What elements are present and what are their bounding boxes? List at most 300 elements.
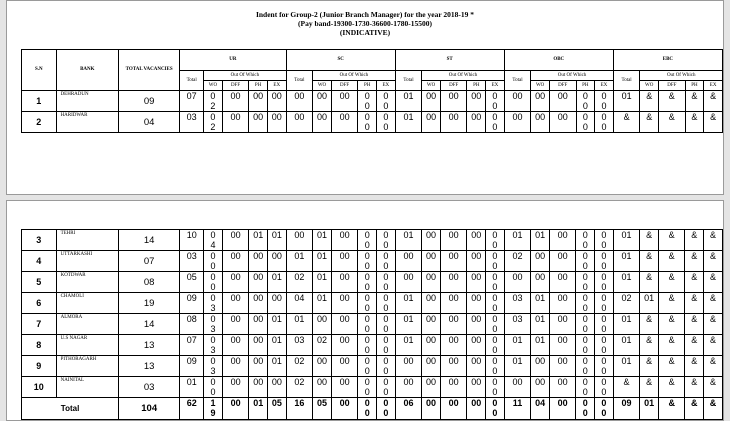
cell-value-line: 00 <box>426 377 437 387</box>
cell-sc-total: 02 <box>286 377 313 398</box>
cell-ebc-wo: & <box>640 251 659 272</box>
header-st-ex: EX <box>486 81 505 91</box>
header-ebc-out-of-which: Out Of Which <box>640 71 723 81</box>
cell-value-line: 01 <box>535 230 546 240</box>
cell-value-line: 9 <box>210 408 216 418</box>
cell-value-line: 0 <box>210 112 216 122</box>
header-sc-total: Total <box>286 71 313 91</box>
cell-ur-ex: 00 <box>267 91 286 112</box>
cell-st-dff: 00 <box>440 314 467 335</box>
cell-obc-total: 00 <box>504 91 531 112</box>
cell-st-dff: 00 <box>440 398 467 420</box>
cell-st-ph: 00 <box>467 272 486 293</box>
cell-value-line: 00 <box>426 91 437 101</box>
cell-value-line: 0 <box>582 366 588 376</box>
cell-sc-ph <box>358 230 377 251</box>
cell-value-line: 0 <box>364 272 370 282</box>
cell-ebc-ex: & <box>704 377 723 398</box>
cell-ur-dff: 00 <box>222 230 249 251</box>
header-ebc-wo: WO <box>640 81 659 91</box>
cell-value-line: 0 <box>210 282 216 292</box>
header-sc-out-of-which: Out Of Which <box>313 71 396 81</box>
total-vacancies-cell: 19 <box>119 293 180 314</box>
cell-value-line: 0 <box>364 314 370 324</box>
cell-st-wo <box>422 314 441 335</box>
cell-value-line: 0 <box>601 230 607 240</box>
cell-value-line: 0 <box>383 91 389 101</box>
cell-st-ph: 00 <box>467 398 486 420</box>
cell-value-line: 00 <box>535 112 546 122</box>
cell-ur-dff: 00 <box>222 91 249 112</box>
cell-ur-wo <box>204 335 223 356</box>
cell-value-line: 0 <box>383 408 389 418</box>
cell-ur-total: 10 <box>180 230 204 251</box>
cell-st-total: 00 <box>395 356 422 377</box>
cell-st-wo <box>422 251 441 272</box>
cell-value-line: 02 <box>317 335 328 345</box>
cell-obc-total: 03 <box>504 314 531 335</box>
cell-value-line: 01 <box>317 293 328 303</box>
cell-sc-dff: 00 <box>331 398 358 420</box>
cell-value-line: 0 <box>364 303 370 313</box>
cell-obc-ph <box>576 335 595 356</box>
total-vacancies-cell: 08 <box>119 272 180 293</box>
cell-st-dff: 00 <box>440 112 467 133</box>
cell-value-line: 0 <box>601 91 607 101</box>
cell-st-total: 06 <box>395 398 422 420</box>
cell-st-ph: 00 <box>467 251 486 272</box>
header-obc-ph: PH <box>576 81 595 91</box>
cell-obc-ph <box>576 272 595 293</box>
cell-value-line: 0 <box>383 122 389 132</box>
cell-value-line: 01 <box>317 251 328 261</box>
cell-obc-wo <box>531 335 550 356</box>
cell-ur-ph: 00 <box>249 112 268 133</box>
cell-sc-wo <box>313 398 332 420</box>
cell-ebc-ex: & <box>704 314 723 335</box>
cell-ur-ex: 01 <box>268 272 287 293</box>
cell-ebc-dff: & <box>658 356 685 377</box>
cell-ur-dff: 00 <box>222 272 249 293</box>
cell-sc-ex <box>377 251 396 272</box>
cell-st-dff: 00 <box>440 251 467 272</box>
cell-value-line: 0 <box>364 251 370 261</box>
header-ur-ph: PH <box>249 81 268 91</box>
cell-ur-dff: 00 <box>222 112 249 133</box>
cell-value-line: 0 <box>601 112 607 122</box>
cell-obc-total: 00 <box>504 112 531 133</box>
cell-st-total: 00 <box>395 377 422 398</box>
cell-value-line: 00 <box>535 377 546 387</box>
cell-obc-ex <box>595 251 614 272</box>
cell-st-ph: 00 <box>467 377 486 398</box>
cell-value-line: 0 <box>364 101 370 111</box>
cell-st-ex <box>486 91 505 112</box>
cell-value-line: 0 <box>364 122 370 132</box>
table-row <box>22 356 723 377</box>
cell-obc-wo <box>531 272 550 293</box>
cell-ur-ph: 00 <box>249 251 268 272</box>
cell-ur-dff: 00 <box>222 398 249 420</box>
cell-value-line: 0 <box>582 324 588 334</box>
cell-value-line: 0 <box>210 272 216 282</box>
cell-value-line: 0 <box>364 345 370 355</box>
cell-ur-total: 05 <box>180 272 204 293</box>
cell-ur-ph: 00 <box>249 377 268 398</box>
cell-st-total: 01 <box>395 314 422 335</box>
serial-number-cell: 1 <box>22 91 57 112</box>
cell-ur-total: 08 <box>180 314 204 335</box>
cell-value-line: 0 <box>582 240 588 250</box>
cell-obc-wo <box>531 377 550 398</box>
cell-value-line: 01 <box>535 293 546 303</box>
cell-obc-total: 01 <box>504 356 531 377</box>
cell-value-line: 0 <box>582 122 588 132</box>
cell-sc-dff: 00 <box>331 91 358 112</box>
cell-st-ph: 00 <box>467 112 486 133</box>
cell-value-line: 0 <box>383 324 389 334</box>
cell-ebc-dff: & <box>659 112 686 133</box>
cell-obc-ph <box>576 356 595 377</box>
cell-sc-total: 00 <box>286 112 313 133</box>
cell-ur-ph: 00 <box>249 293 268 314</box>
cell-value-line: 0 <box>601 272 607 282</box>
cell-value-line: 0 <box>601 335 607 345</box>
cell-ebc-total: 02 <box>613 293 640 314</box>
cell-st-dff: 00 <box>440 356 467 377</box>
cell-value-line: 0 <box>364 356 370 366</box>
cell-ebc-total: 01 <box>613 230 640 251</box>
serial-number-cell: 3 <box>22 230 57 251</box>
cell-ur-total: 09 <box>180 293 204 314</box>
cell-obc-total: 11 <box>504 398 531 420</box>
cell-obc-dff: 00 <box>549 335 576 356</box>
cell-st-dff: 00 <box>440 377 467 398</box>
cell-value-line: 00 <box>426 272 437 282</box>
cell-value-line: 0 <box>364 324 370 334</box>
indent-table-part-2 <box>21 229 723 420</box>
cell-ebc-total: & <box>613 377 640 398</box>
cell-obc-ph <box>576 230 595 251</box>
cell-obc-dff: 00 <box>549 293 576 314</box>
cell-value-line: 0 <box>492 324 498 334</box>
cell-ur-total: 01 <box>180 377 204 398</box>
bank-name-cell: CHAMOLI <box>56 293 119 314</box>
cell-value-line: 0 <box>582 408 588 418</box>
cell-ebc-dff: & <box>658 293 685 314</box>
cell-sc-ph <box>358 314 377 335</box>
cell-obc-wo <box>531 293 550 314</box>
cell-value-line: 00 <box>535 91 546 101</box>
cell-value-line: 0 <box>601 324 607 334</box>
cell-value-line: 0 <box>364 293 370 303</box>
cell-sc-ex <box>377 398 396 420</box>
cell-ur-dff: 00 <box>222 314 249 335</box>
cell-st-ph: 00 <box>467 314 486 335</box>
cell-ur-dff: 00 <box>222 251 249 272</box>
cell-ur-ph: 00 <box>249 356 268 377</box>
table-row <box>22 251 723 272</box>
cell-ur-wo <box>204 112 223 133</box>
cell-value-line: 0 <box>364 91 370 101</box>
cell-value-line: 0 <box>582 272 588 282</box>
cell-st-total: 01 <box>395 112 422 133</box>
cell-value-line: 0 <box>492 377 498 387</box>
cell-value-line: 0 <box>383 230 389 240</box>
cell-ur-total: 62 <box>180 398 204 420</box>
cell-ur-ex: 01 <box>268 314 287 335</box>
cell-value-line: 0 <box>582 387 588 397</box>
cell-value-line: 0 <box>364 387 370 397</box>
cell-st-ex <box>486 112 505 133</box>
cell-obc-total: 01 <box>504 230 531 251</box>
cell-value-line: 00 <box>426 335 437 345</box>
header-ur-ex: EX <box>267 81 286 91</box>
cell-value-line: 0 <box>492 261 498 271</box>
cell-obc-dff: 00 <box>549 314 576 335</box>
cell-obc-ex <box>595 314 614 335</box>
cell-obc-wo <box>531 230 550 251</box>
cell-st-dff: 00 <box>440 335 467 356</box>
cell-ebc-total: 01 <box>613 356 640 377</box>
cell-value-line: 0 <box>582 91 588 101</box>
cell-sc-total: 01 <box>286 251 313 272</box>
cell-sc-dff: 00 <box>331 293 358 314</box>
cell-value-line: 0 <box>492 240 498 250</box>
cell-sc-dff: 00 <box>331 272 358 293</box>
cell-obc-dff: 00 <box>549 251 576 272</box>
cell-value-line: 3 <box>210 366 216 376</box>
cell-obc-ph <box>576 112 595 133</box>
cell-sc-ex <box>377 230 396 251</box>
cell-ebc-wo: & <box>640 230 659 251</box>
cell-ur-total: 07 <box>180 91 204 112</box>
cell-ur-ph: 00 <box>249 272 268 293</box>
header-category-sc: SC <box>286 50 395 71</box>
cell-ebc-wo: & <box>640 112 659 133</box>
cell-ur-ex: 01 <box>268 230 287 251</box>
total-vacancies-cell: 09 <box>119 91 180 112</box>
header-ur-dff: DFF <box>222 81 249 91</box>
cell-value-line: 0 <box>601 314 607 324</box>
cell-value-line: 0 <box>364 230 370 240</box>
serial-number-cell: 8 <box>22 335 57 356</box>
cell-value-line: 00 <box>535 251 546 261</box>
cell-sc-wo <box>313 91 332 112</box>
cell-value-line: 0 <box>492 398 498 408</box>
cell-value-line: 0 <box>601 282 607 292</box>
cell-value-line: 0 <box>383 398 389 408</box>
cell-value-line: 01 <box>535 314 546 324</box>
cell-value-line: 0 <box>601 293 607 303</box>
cell-sc-ph <box>358 398 377 420</box>
cell-st-ph: 00 <box>467 293 486 314</box>
cell-obc-ex <box>595 293 614 314</box>
cell-sc-wo <box>313 356 332 377</box>
cell-st-ex <box>486 230 505 251</box>
cell-value-line: 00 <box>426 314 437 324</box>
cell-value-line: 0 <box>383 112 389 122</box>
table-row <box>22 272 723 293</box>
cell-value-line: 00 <box>426 251 437 261</box>
cell-sc-dff: 00 <box>331 230 358 251</box>
cell-value-line: 0 <box>210 356 216 366</box>
cell-value-line: 0 <box>210 230 216 240</box>
cell-st-dff: 00 <box>440 230 467 251</box>
cell-st-total: 00 <box>395 272 422 293</box>
cell-value-line: 01 <box>535 335 546 345</box>
cell-value-line: 4 <box>210 240 216 250</box>
serial-number-cell: 4 <box>22 251 57 272</box>
cell-ebc-ex: & <box>704 91 723 112</box>
cell-value-line: 0 <box>364 408 370 418</box>
cell-ebc-total: 01 <box>613 272 640 293</box>
cell-ur-total: 07 <box>180 335 204 356</box>
cell-obc-ex <box>595 230 614 251</box>
cell-obc-wo <box>531 356 550 377</box>
cell-st-ph: 00 <box>467 335 486 356</box>
document-page-1 <box>6 0 724 195</box>
cell-ebc-wo: & <box>640 91 659 112</box>
cell-value-line: 0 <box>492 345 498 355</box>
table-row <box>22 377 723 398</box>
cell-value-line: 0 <box>383 251 389 261</box>
cell-value-line: 0 <box>601 101 607 111</box>
cell-sc-wo <box>313 251 332 272</box>
cell-ur-ex: 05 <box>268 398 287 420</box>
cell-sc-ex <box>377 272 396 293</box>
cell-sc-dff: 00 <box>331 356 358 377</box>
cell-sc-ex <box>377 293 396 314</box>
cell-ebc-total: & <box>613 112 640 133</box>
cell-value-line: 00 <box>317 356 328 366</box>
cell-ebc-total: 09 <box>613 398 640 420</box>
cell-sc-ph <box>358 293 377 314</box>
cell-value-line: 0 <box>383 282 389 292</box>
cell-value-line: 0 <box>582 282 588 292</box>
cell-value-line: 3 <box>210 303 216 313</box>
cell-value-line: 0 <box>492 387 498 397</box>
cell-ebc-ph: & <box>685 293 704 314</box>
header-sc-dff: DFF <box>331 81 358 91</box>
table-row <box>22 293 723 314</box>
bank-name-cell: KOTDWAR <box>56 272 119 293</box>
cell-value-line: 0 <box>601 240 607 250</box>
cell-st-ph: 00 <box>467 356 486 377</box>
cell-value-line: 0 <box>383 314 389 324</box>
header-st-ph: PH <box>467 81 486 91</box>
serial-number-cell: 2 <box>22 112 57 133</box>
header-bank: BANK <box>56 50 118 91</box>
cell-ebc-ex: & <box>704 293 723 314</box>
cell-value-line: 0 <box>383 345 389 355</box>
cell-ur-dff: 00 <box>222 377 249 398</box>
cell-ebc-total: 01 <box>613 335 640 356</box>
serial-number-cell: 7 <box>22 314 57 335</box>
table-row <box>22 314 723 335</box>
document-title <box>7 10 723 37</box>
cell-st-wo <box>422 230 441 251</box>
cell-value-line: 0 <box>582 261 588 271</box>
cell-st-ph: 00 <box>467 91 486 112</box>
cell-sc-ex <box>377 91 396 112</box>
cell-value-line: 00 <box>426 293 437 303</box>
cell-sc-wo <box>313 272 332 293</box>
cell-ur-ex: 00 <box>268 251 287 272</box>
cell-value-line: 0 <box>601 122 607 132</box>
cell-ur-wo <box>204 230 223 251</box>
cell-value-line: 0 <box>582 112 588 122</box>
bank-name-cell: TEHRI <box>56 230 119 251</box>
cell-value-line: 0 <box>383 335 389 345</box>
cell-obc-ex <box>595 272 614 293</box>
cell-value-line: 0 <box>210 377 216 387</box>
cell-ebc-ph: & <box>685 314 704 335</box>
cell-ebc-ph: & <box>685 356 704 377</box>
cell-ebc-wo: 01 <box>640 293 659 314</box>
cell-sc-total: 01 <box>286 314 313 335</box>
bank-name-cell: PITHORAGARH <box>56 356 119 377</box>
cell-obc-wo <box>531 112 550 133</box>
cell-ur-wo <box>204 314 223 335</box>
cell-obc-dff: 00 <box>549 91 576 112</box>
cell-ebc-ph: & <box>685 272 704 293</box>
cell-obc-dff: 00 <box>549 377 576 398</box>
cell-ebc-ph: & <box>685 335 704 356</box>
cell-obc-ex <box>595 112 614 133</box>
header-category-ebc: EBC <box>613 50 722 71</box>
cell-value-line: 0 <box>582 345 588 355</box>
total-vacancies-cell: 03 <box>119 377 180 398</box>
cell-value-line: 0 <box>210 387 216 397</box>
cell-value-line: 2 <box>210 101 216 111</box>
cell-ur-wo <box>204 272 223 293</box>
cell-ur-ex: 00 <box>268 293 287 314</box>
cell-obc-dff: 00 <box>549 356 576 377</box>
cell-value-line: 0 <box>582 377 588 387</box>
cell-value-line: 0 <box>383 101 389 111</box>
cell-sc-ex <box>377 112 396 133</box>
cell-value-line: 04 <box>535 398 546 408</box>
cell-value-line: 0 <box>492 112 498 122</box>
cell-value-line: 0 <box>364 261 370 271</box>
cell-st-dff: 00 <box>440 293 467 314</box>
cell-sc-ph <box>358 335 377 356</box>
cell-value-line: 0 <box>210 91 216 101</box>
cell-value-line: 0 <box>210 293 216 303</box>
cell-obc-ex <box>595 398 614 420</box>
cell-ebc-ex: & <box>704 230 723 251</box>
cell-sc-ph <box>358 356 377 377</box>
cell-ebc-wo: & <box>640 314 659 335</box>
cell-ur-ph: 00 <box>249 314 268 335</box>
cell-sc-ph <box>358 377 377 398</box>
cell-obc-total: 01 <box>504 335 531 356</box>
cell-value-line: 0 <box>492 230 498 240</box>
cell-obc-ex <box>595 335 614 356</box>
header-obc-wo: WO <box>531 81 550 91</box>
cell-st-ex <box>486 251 505 272</box>
serial-number-cell: 5 <box>22 272 57 293</box>
cell-obc-total: 02 <box>504 251 531 272</box>
header-ur-wo: WO <box>204 81 223 91</box>
header-ur-total: Total <box>180 71 204 91</box>
cell-ebc-ex: & <box>704 335 723 356</box>
cell-obc-ph <box>576 251 595 272</box>
cell-ebc-total: 01 <box>613 314 640 335</box>
cell-value-line: 0 <box>364 240 370 250</box>
cell-sc-dff: 00 <box>331 377 358 398</box>
